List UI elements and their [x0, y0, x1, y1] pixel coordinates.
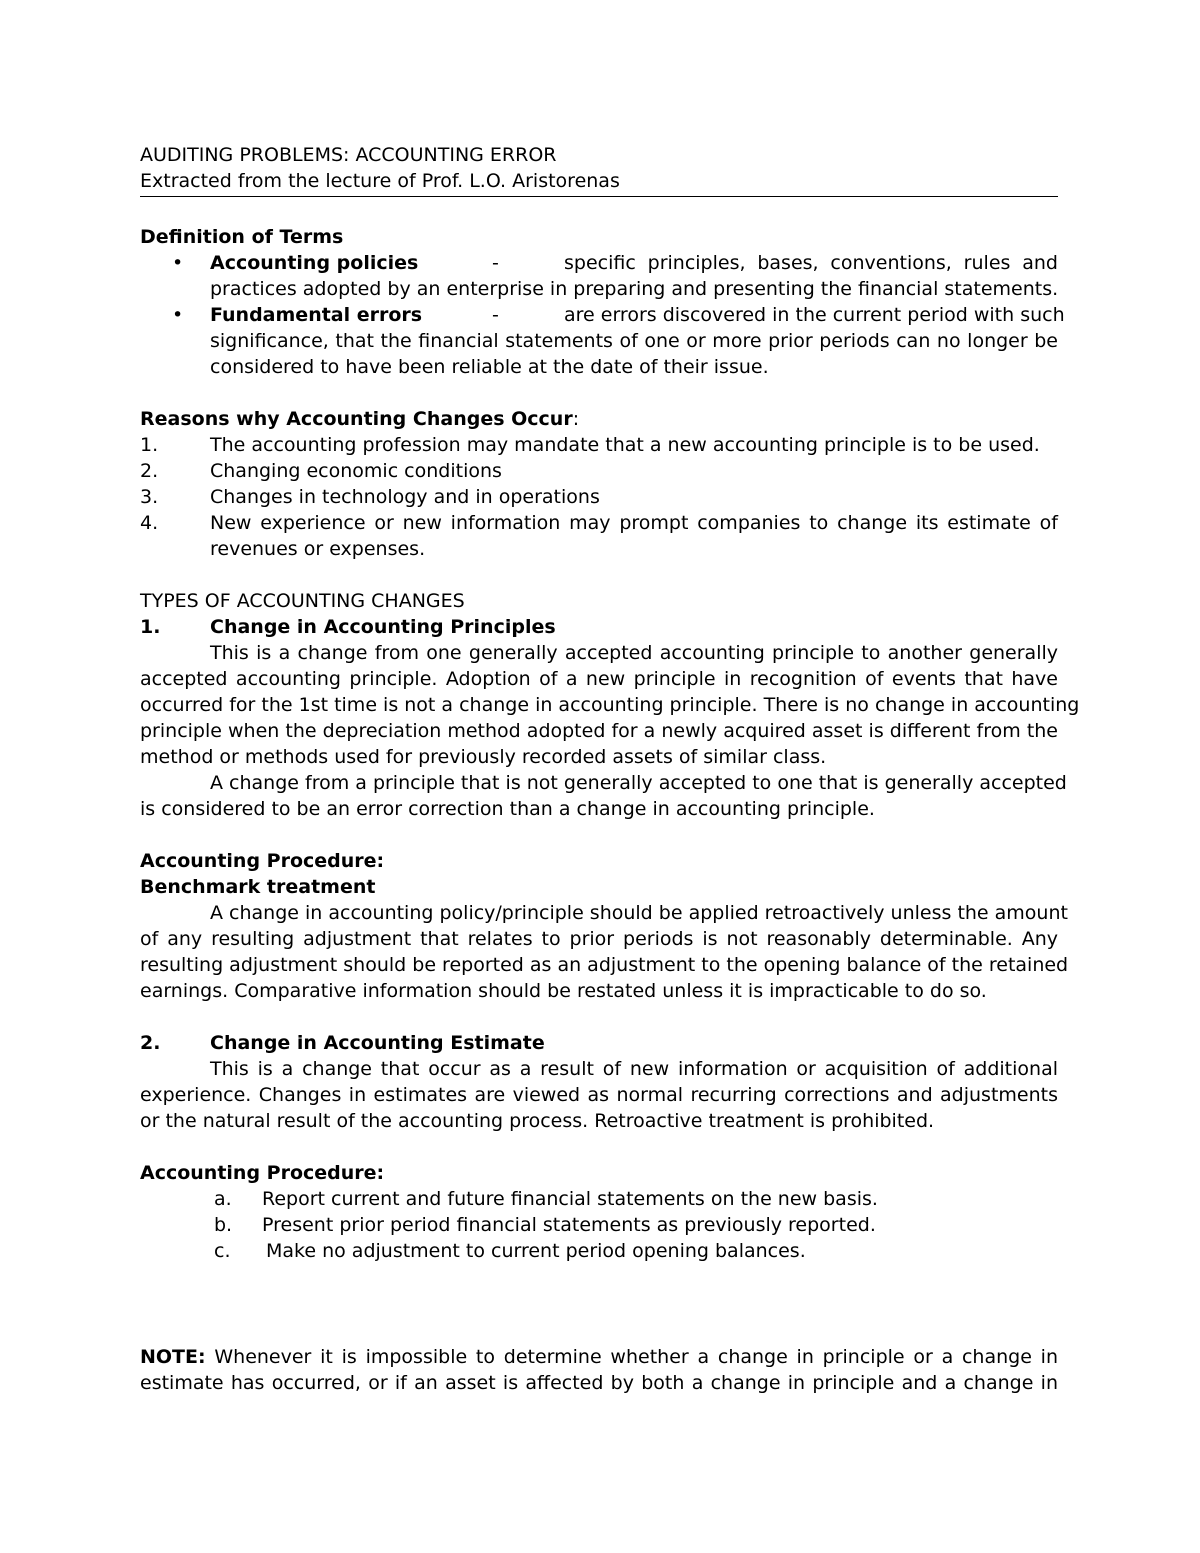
definition-dash: - [492, 252, 499, 274]
change2-paragraph-line: or the natural result of the accounting process. Retroactive treatment is prohibited. [140, 1110, 935, 1132]
step-text: Report current and future financial statements on the new basis. [262, 1188, 878, 1210]
reasons-heading [140, 406, 1058, 432]
reason-item [140, 458, 1058, 484]
change1-paragraph2-line: A change from a principle that is not generally accepted to one that is generally accepted [210, 772, 1067, 794]
change2-heading [140, 1030, 1058, 1056]
procedure-step [140, 1212, 1058, 1238]
procedure2-heading: Accounting Procedure: [140, 1162, 385, 1184]
change1-paragraph2-line: is considered to be an error correction than a change in accounting principle. [140, 798, 875, 820]
definition-term: Fundamental errors [210, 304, 423, 326]
benchmark-paragraph-line: A change in accounting policy/principle should be applied retroactively unless the amount [210, 902, 1068, 924]
bullet-icon: • [172, 304, 184, 326]
step-letter: c. [214, 1240, 231, 1262]
reason-item [140, 484, 1058, 510]
definition-text-continued: considered to have been reliable at the date of their issue. [210, 356, 769, 378]
reason-number: 2. [140, 460, 159, 482]
definition-text-continued: practices adopted by an enterprise in preparing and presenting the financial statements. [210, 278, 1059, 300]
reason-text: The accounting profession may mandate that a new accounting principle is to be used. [210, 434, 1040, 456]
reason-text: Changing economic conditions [210, 460, 502, 482]
change1-paragraph-line: accepted accounting principle. Adoption of a new principle in recognition of events that have [140, 668, 1058, 690]
procedure-step [140, 1238, 1058, 1264]
definition-item [140, 302, 1065, 328]
change1-paragraph-line: occurred for the 1st time is not a change in accounting principle. There is no change in accounting [140, 694, 1080, 716]
step-letter: b. [214, 1214, 233, 1236]
benchmark-paragraph-line: of any resulting adjustment that relates to prior periods is not reasonably determinable. Any [140, 928, 1058, 950]
definition-dash: - [492, 304, 499, 326]
reason-text: Changes in technology and in operations [210, 486, 600, 508]
step-text: Make no adjustment to current period opening balances. [266, 1240, 806, 1262]
note-text: Whenever it is impossible to determine whether a change in principle or a change in [214, 1346, 1058, 1368]
definition-term: Accounting policies [210, 252, 419, 274]
change1-number: 1. [140, 616, 161, 638]
definition-text-continued: significance, that the financial statements of one or more prior periods can no longer be [210, 330, 1058, 352]
reason-text-continued: revenues or expenses. [210, 538, 426, 560]
change2-paragraph-line: This is a change that occur as a result of new information or acquisition of additional [210, 1058, 1058, 1080]
step-text: Present prior period financial statements as previously reported. [262, 1214, 876, 1236]
reason-item [140, 432, 1058, 458]
change1-paragraph-line: This is a change from one generally accepted accounting principle to another generally [210, 642, 1058, 664]
change1-paragraph-line: method or methods used for previously recorded assets of similar class. [140, 746, 827, 768]
note-line [140, 1344, 1058, 1370]
types-heading: TYPES OF ACCOUNTING CHANGES [140, 590, 465, 612]
reason-text: New experience or new information may prompt companies to change its estimate of [210, 512, 1058, 534]
reason-item [140, 510, 1058, 536]
document-subtitle: Extracted from the lecture of Prof. L.O. Aristorenas [140, 170, 620, 192]
note-label: NOTE: [140, 1346, 206, 1368]
procedure-heading: Accounting Procedure: [140, 850, 385, 872]
change1-heading [140, 614, 1058, 640]
change1-paragraph-line: principle when the depreciation method adopted for a newly acquired asset is different from the [140, 720, 1058, 742]
note-line-continued: estimate has occurred, or if an asset is affected by both a change in principle and a change in [140, 1372, 1058, 1394]
definition-text: specific principles, bases, conventions, rules and [564, 252, 1058, 274]
procedure-step [140, 1186, 1058, 1212]
reason-number: 1. [140, 434, 159, 456]
change1-title: Change in Accounting Principles [210, 616, 556, 638]
benchmark-paragraph-line: earnings. Comparative information should be restated unless it is impracticable to do so. [140, 980, 987, 1002]
definition-text: are errors discovered in the current period with such [564, 304, 1065, 326]
reasons-heading-colon: : [572, 408, 580, 430]
header-divider [140, 196, 1058, 197]
benchmark-heading: Benchmark treatment [140, 876, 376, 898]
change2-paragraph-line: experience. Changes in estimates are viewed as normal recurring corrections and adjustments [140, 1084, 1058, 1106]
reasons-heading-text: Reasons why Accounting Changes Occur [140, 408, 573, 430]
benchmark-paragraph-line: resulting adjustment should be reported as an adjustment to the opening balance of the retained [140, 954, 1069, 976]
bullet-icon: • [172, 252, 184, 274]
change2-number: 2. [140, 1032, 161, 1054]
definitions-heading: Definition of Terms [140, 226, 344, 248]
step-letter: a. [214, 1188, 232, 1210]
reason-number: 4. [140, 512, 159, 534]
document-title: AUDITING PROBLEMS: ACCOUNTING ERROR [140, 144, 557, 166]
definition-item [140, 250, 1058, 276]
change2-title: Change in Accounting Estimate [210, 1032, 545, 1054]
reason-number: 3. [140, 486, 159, 508]
